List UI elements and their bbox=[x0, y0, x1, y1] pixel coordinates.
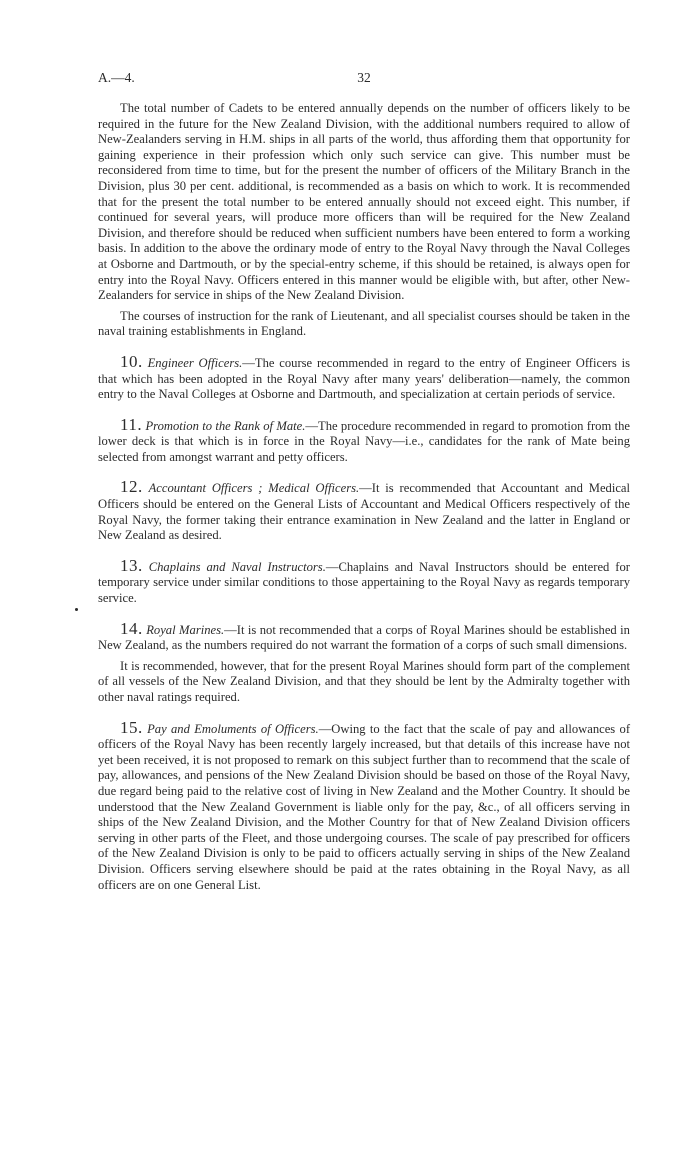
section-text: —It is not recommended that a corps of Royal Marines should be established in New Zealand, as the numbers required do not warrant the formation of a corps of such small dimensions. bbox=[98, 622, 630, 653]
page-number: 32 bbox=[357, 70, 371, 85]
section-royal-marines bbox=[98, 618, 630, 654]
section-title: Royal Marines. bbox=[146, 622, 225, 637]
intro-paragraph: The courses of instruction for the rank of Lieutenant, and all specialist courses should be taken in the naval training establishments in England. bbox=[98, 308, 630, 339]
section-title: Promotion to the Rank of Mate. bbox=[145, 418, 306, 433]
section-number: 11. bbox=[120, 414, 143, 434]
section-engineer-officers bbox=[98, 351, 630, 403]
section-text: —The course recommended in regard to the entry of Engineer Officers is that which has been adopted in the Royal Navy after many years' deliberation—namely, the common entry to the Naval Colleges at Osborne and Dartmouth, and specialization at certain periods of service. bbox=[98, 355, 630, 402]
section-number: 15. bbox=[120, 717, 143, 737]
section-text: —Chaplains and Naval Instructors should be entered for temporary service under similar conditions to those appertaining to the Royal Navy as regards temporary service. bbox=[98, 559, 630, 606]
section-text: —The procedure recommended in regard to promotion from the lower deck is that which is in force in the Royal Navy—i.e., candidates for the rank of Mate being selected from amongst warrant and petty officers. bbox=[98, 418, 630, 464]
section-text: —Owing to the fact that the scale of pay and allowances of officers of the Royal Navy has been recently largely increased, but that details of this increase have not yet been received, it is not proposed to remark on this subject further than to recommend that the scale of pay, allowances, and pensions of the New Zealand Division should be based on those of the Royal Navy, due regard being paid to the relative cost of living in New Zealand and the Mother Country. It should be understood that the New Zealand Government is liable only for the pay, &c., of all officers serving in ships of the New Zealand Division, and the Mother Country for that of New Zealand Division officers serving in other parts of the Fleet, and those undergoing courses. The scale of pay prescribed for officers of the New Zealand Division is only to be paid to officers actually serving in ships of the New Zealand Division. Officers serving elsewhere should be paid at the rates obtaining in the Royal Navy, as all officers are on one General List. bbox=[98, 721, 631, 892]
section-title: Engineer Officers. bbox=[147, 355, 243, 370]
section-number: 14. bbox=[120, 618, 143, 638]
section-title: Pay and Emoluments of Officers. bbox=[147, 721, 319, 736]
margin-mark bbox=[75, 608, 78, 611]
page-header bbox=[98, 70, 630, 88]
document-body bbox=[98, 101, 630, 893]
section-royal-marines-continued: It is recommended, however, that for the present Royal Marines should form part of the complement of all vessels of the New Zealand Division, and that they should be lent by the Admiralty together with other naval ratings required. bbox=[98, 658, 630, 704]
section-number: 12. bbox=[120, 477, 143, 497]
section-accountant-medical bbox=[98, 479, 630, 543]
section-number: 10. bbox=[120, 351, 143, 371]
section-title: Chaplains and Naval Instructors. bbox=[148, 559, 326, 574]
section-promotion-mate bbox=[98, 414, 630, 466]
section-number: 13. bbox=[120, 555, 143, 575]
section-pay-emoluments bbox=[98, 717, 631, 894]
section-chaplains-instructors bbox=[98, 555, 630, 607]
section-title: Accountant Officers ; Medical Officers. bbox=[148, 481, 360, 496]
section-text: —It is recommended that Accountant and Medical Officers should be entered on the General Lists of Accountant and Medical Officers respectively of the Royal Navy, the former taking their entrance examination in New Zealand and the latter in England or New Zealand as desired. bbox=[98, 481, 631, 543]
intro-paragraph: The total number of Cadets to be entered annually depends on the number of officers likely to be required in the future for the New Zealand Division, with the additional numbers required to allow of New-Zealanders serving in H.M. ships in all parts of the world, thus affording them that opportunity for gaining experience in their profession which only such service can give. This number must be reconsidered from time to time, but for the present the number of officers of the Military Branch in the Division, plus 30 per cent. additional, is recommended as a basis on which to work. It is recommended that for the present the total number to be entered annually should not exceed eight. This number, if continued for several years, will produce more officers than will be required for the New Zealand Division, and therefore should be reduced when sufficient numbers have been entered to form a working basis. In addition to the above the ordinary mode of entry to the Royal Navy through the Naval Colleges at Osborne and Dartmouth, or by the special-entry scheme, if this should be retained, is always open for entry into the Royal Navy. Officers entered in this manner would be eligible with, but after, other New-Zealanders for service in ships of the New Zealand Division. bbox=[98, 101, 630, 303]
document-code: A.—4. bbox=[98, 70, 135, 85]
